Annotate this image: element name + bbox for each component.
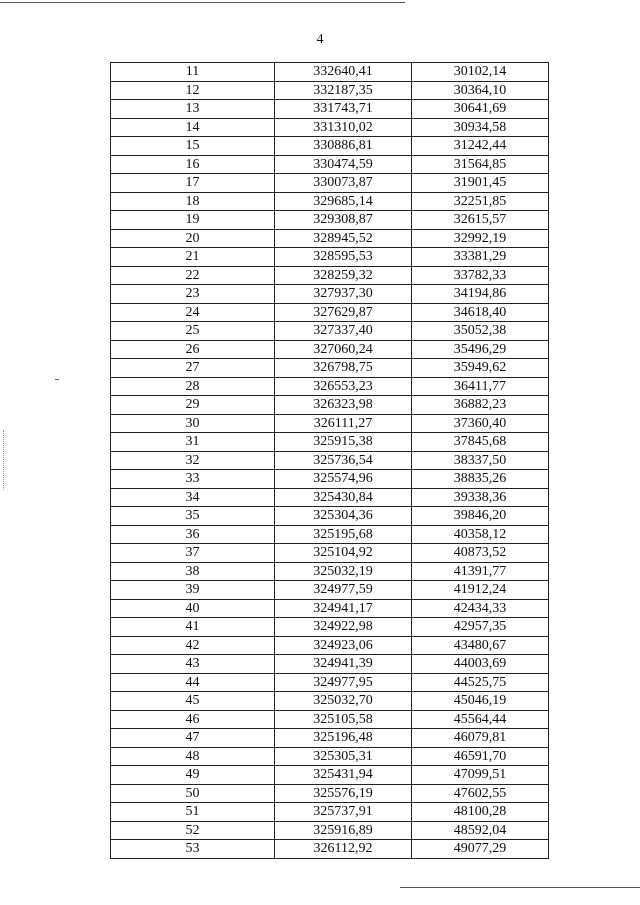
x-coordinate-cell: 325915,38 <box>275 433 412 452</box>
point-number-cell: 38 <box>111 562 275 581</box>
x-coordinate-cell: 330886,81 <box>275 137 412 156</box>
x-coordinate-cell: 325032,19 <box>275 562 412 581</box>
x-coordinate-cell: 324977,95 <box>275 673 412 692</box>
point-number-cell: 17 <box>111 174 275 193</box>
x-coordinate-cell: 326798,75 <box>275 359 412 378</box>
x-coordinate-cell: 325305,31 <box>275 747 412 766</box>
table-row <box>111 266 549 285</box>
y-coordinate-cell: 44525,75 <box>412 673 549 692</box>
scan-edge-line-bottom <box>400 887 640 888</box>
y-coordinate-cell: 37845,68 <box>412 433 549 452</box>
x-coordinate-cell: 328595,53 <box>275 248 412 267</box>
x-coordinate-cell: 332187,35 <box>275 81 412 100</box>
point-number-cell: 45 <box>111 692 275 711</box>
point-number-cell: 50 <box>111 784 275 803</box>
x-coordinate-cell: 325032,70 <box>275 692 412 711</box>
x-coordinate-cell: 330474,59 <box>275 155 412 174</box>
x-coordinate-cell: 325916,89 <box>275 821 412 840</box>
point-number-cell: 22 <box>111 266 275 285</box>
table-row <box>111 63 549 82</box>
y-coordinate-cell: 31901,45 <box>412 174 549 193</box>
x-coordinate-cell: 326553,23 <box>275 377 412 396</box>
table-row <box>111 636 549 655</box>
table-row <box>111 285 549 304</box>
x-coordinate-cell: 327060,24 <box>275 340 412 359</box>
y-coordinate-cell: 46591,70 <box>412 747 549 766</box>
x-coordinate-cell: 325574,96 <box>275 470 412 489</box>
x-coordinate-cell: 324923,06 <box>275 636 412 655</box>
x-coordinate-cell: 330073,87 <box>275 174 412 193</box>
x-coordinate-cell: 326111,27 <box>275 414 412 433</box>
table-row <box>111 100 549 119</box>
point-number-cell: 52 <box>111 821 275 840</box>
table-row <box>111 562 549 581</box>
table-row <box>111 618 549 637</box>
point-number-cell: 49 <box>111 766 275 785</box>
table-row <box>111 192 549 211</box>
y-coordinate-cell: 30364,10 <box>412 81 549 100</box>
table-row <box>111 433 549 452</box>
table-row <box>111 248 549 267</box>
x-coordinate-cell: 329685,14 <box>275 192 412 211</box>
x-coordinate-cell: 325196,48 <box>275 729 412 748</box>
point-number-cell: 18 <box>111 192 275 211</box>
x-coordinate-cell: 325304,36 <box>275 507 412 526</box>
y-coordinate-cell: 45046,19 <box>412 692 549 711</box>
y-coordinate-cell: 30102,14 <box>412 63 549 82</box>
y-coordinate-cell: 32615,57 <box>412 211 549 230</box>
point-number-cell: 28 <box>111 377 275 396</box>
point-number-cell: 32 <box>111 451 275 470</box>
table-row <box>111 710 549 729</box>
point-number-cell: 31 <box>111 433 275 452</box>
point-number-cell: 13 <box>111 100 275 119</box>
x-coordinate-cell: 325737,91 <box>275 803 412 822</box>
x-coordinate-cell: 329308,87 <box>275 211 412 230</box>
table-row <box>111 470 549 489</box>
x-coordinate-cell: 324941,39 <box>275 655 412 674</box>
point-number-cell: 25 <box>111 322 275 341</box>
table-row <box>111 137 549 156</box>
y-coordinate-cell: 40873,52 <box>412 544 549 563</box>
table-row <box>111 211 549 230</box>
table-row <box>111 488 549 507</box>
x-coordinate-cell: 325195,68 <box>275 525 412 544</box>
y-coordinate-cell: 47099,51 <box>412 766 549 785</box>
point-number-cell: 46 <box>111 710 275 729</box>
y-coordinate-cell: 33381,29 <box>412 248 549 267</box>
table-row <box>111 729 549 748</box>
y-coordinate-cell: 36882,23 <box>412 396 549 415</box>
point-number-cell: 47 <box>111 729 275 748</box>
point-number-cell: 36 <box>111 525 275 544</box>
table-row <box>111 451 549 470</box>
point-number-cell: 26 <box>111 340 275 359</box>
point-number-cell: 11 <box>111 63 275 82</box>
coordinates-table-body <box>111 63 549 859</box>
point-number-cell: 12 <box>111 81 275 100</box>
x-coordinate-cell: 332640,41 <box>275 63 412 82</box>
scan-edge-line-top <box>0 2 405 3</box>
table-row <box>111 81 549 100</box>
y-coordinate-cell: 30934,58 <box>412 118 549 137</box>
table-row <box>111 525 549 544</box>
x-coordinate-cell: 324922,98 <box>275 618 412 637</box>
table-row <box>111 322 549 341</box>
point-number-cell: 19 <box>111 211 275 230</box>
y-coordinate-cell: 45564,44 <box>412 710 549 729</box>
x-coordinate-cell: 331310,02 <box>275 118 412 137</box>
coordinates-table <box>110 62 549 859</box>
point-number-cell: 42 <box>111 636 275 655</box>
y-coordinate-cell: 42957,35 <box>412 618 549 637</box>
margin-scan-dots <box>3 430 5 490</box>
y-coordinate-cell: 34618,40 <box>412 303 549 322</box>
y-coordinate-cell: 42434,33 <box>412 599 549 618</box>
point-number-cell: 44 <box>111 673 275 692</box>
table-row <box>111 229 549 248</box>
table-row <box>111 840 549 859</box>
table-row <box>111 692 549 711</box>
y-coordinate-cell: 32251,85 <box>412 192 549 211</box>
table-row <box>111 803 549 822</box>
x-coordinate-cell: 325736,54 <box>275 451 412 470</box>
y-coordinate-cell: 39338,36 <box>412 488 549 507</box>
y-coordinate-cell: 43480,67 <box>412 636 549 655</box>
x-coordinate-cell: 327337,40 <box>275 322 412 341</box>
y-coordinate-cell: 41912,24 <box>412 581 549 600</box>
x-coordinate-cell: 324941,17 <box>275 599 412 618</box>
x-coordinate-cell: 331743,71 <box>275 100 412 119</box>
table-row <box>111 747 549 766</box>
y-coordinate-cell: 38835,26 <box>412 470 549 489</box>
point-number-cell: 33 <box>111 470 275 489</box>
x-coordinate-cell: 325576,19 <box>275 784 412 803</box>
table-row <box>111 599 549 618</box>
point-number-cell: 16 <box>111 155 275 174</box>
point-number-cell: 40 <box>111 599 275 618</box>
table-row <box>111 303 549 322</box>
y-coordinate-cell: 32992,19 <box>412 229 549 248</box>
y-coordinate-cell: 48100,28 <box>412 803 549 822</box>
y-coordinate-cell: 31242,44 <box>412 137 549 156</box>
y-coordinate-cell: 34194,86 <box>412 285 549 304</box>
x-coordinate-cell: 327937,30 <box>275 285 412 304</box>
table-row <box>111 340 549 359</box>
y-coordinate-cell: 35052,38 <box>412 322 549 341</box>
x-coordinate-cell: 326323,98 <box>275 396 412 415</box>
y-coordinate-cell: 37360,40 <box>412 414 549 433</box>
point-number-cell: 30 <box>111 414 275 433</box>
table-row <box>111 655 549 674</box>
x-coordinate-cell: 324977,59 <box>275 581 412 600</box>
table-row <box>111 414 549 433</box>
table-row <box>111 673 549 692</box>
point-number-cell: 48 <box>111 747 275 766</box>
y-coordinate-cell: 44003,69 <box>412 655 549 674</box>
x-coordinate-cell: 325430,84 <box>275 488 412 507</box>
point-number-cell: 37 <box>111 544 275 563</box>
margin-mark <box>55 379 59 380</box>
table-row <box>111 821 549 840</box>
point-number-cell: 15 <box>111 137 275 156</box>
y-coordinate-cell: 30641,69 <box>412 100 549 119</box>
point-number-cell: 27 <box>111 359 275 378</box>
point-number-cell: 23 <box>111 285 275 304</box>
table-row <box>111 396 549 415</box>
table-row <box>111 507 549 526</box>
x-coordinate-cell: 328945,52 <box>275 229 412 248</box>
point-number-cell: 43 <box>111 655 275 674</box>
point-number-cell: 14 <box>111 118 275 137</box>
y-coordinate-cell: 39846,20 <box>412 507 549 526</box>
y-coordinate-cell: 31564,85 <box>412 155 549 174</box>
point-number-cell: 20 <box>111 229 275 248</box>
y-coordinate-cell: 40358,12 <box>412 525 549 544</box>
x-coordinate-cell: 327629,87 <box>275 303 412 322</box>
point-number-cell: 39 <box>111 581 275 600</box>
table-row <box>111 784 549 803</box>
y-coordinate-cell: 48592,04 <box>412 821 549 840</box>
x-coordinate-cell: 325104,92 <box>275 544 412 563</box>
table-row <box>111 155 549 174</box>
y-coordinate-cell: 49077,29 <box>412 840 549 859</box>
x-coordinate-cell: 325431,94 <box>275 766 412 785</box>
point-number-cell: 24 <box>111 303 275 322</box>
y-coordinate-cell: 35496,29 <box>412 340 549 359</box>
y-coordinate-cell: 38337,50 <box>412 451 549 470</box>
y-coordinate-cell: 41391,77 <box>412 562 549 581</box>
y-coordinate-cell: 35949,62 <box>412 359 549 378</box>
table-row <box>111 581 549 600</box>
page-number: 4 <box>316 32 324 47</box>
y-coordinate-cell: 46079,81 <box>412 729 549 748</box>
table-row <box>111 359 549 378</box>
y-coordinate-cell: 33782,33 <box>412 266 549 285</box>
point-number-cell: 53 <box>111 840 275 859</box>
point-number-cell: 34 <box>111 488 275 507</box>
point-number-cell: 35 <box>111 507 275 526</box>
x-coordinate-cell: 328259,32 <box>275 266 412 285</box>
point-number-cell: 21 <box>111 248 275 267</box>
y-coordinate-cell: 36411,77 <box>412 377 549 396</box>
point-number-cell: 29 <box>111 396 275 415</box>
table-row <box>111 377 549 396</box>
table-row <box>111 544 549 563</box>
table-row <box>111 766 549 785</box>
y-coordinate-cell: 47602,55 <box>412 784 549 803</box>
point-number-cell: 51 <box>111 803 275 822</box>
x-coordinate-cell: 325105,58 <box>275 710 412 729</box>
x-coordinate-cell: 326112,92 <box>275 840 412 859</box>
table-row <box>111 118 549 137</box>
point-number-cell: 41 <box>111 618 275 637</box>
table-row <box>111 174 549 193</box>
